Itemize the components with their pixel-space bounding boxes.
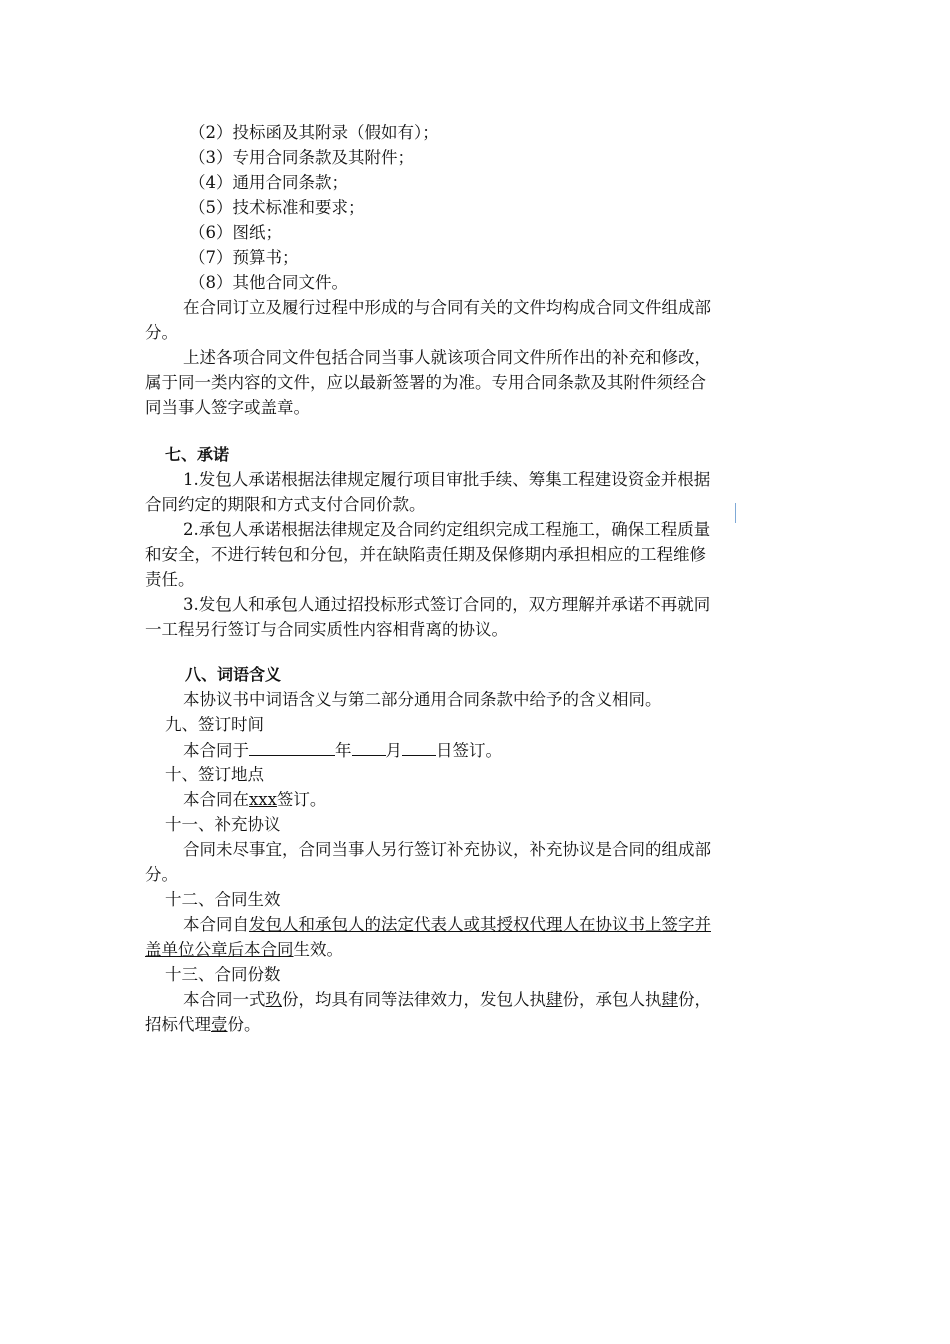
paragraph-line: 分。 (145, 865, 178, 884)
list-item: （7）预算书； (189, 248, 299, 267)
copies-contractor: 肆 (661, 990, 678, 1009)
paragraph-line (145, 912, 810, 937)
commitment-item-2 (145, 517, 810, 592)
list-item: （2）投标函及其附录（假如有）； (189, 123, 439, 142)
month-label: 月 (385, 741, 402, 760)
year-label: 年 (335, 741, 352, 760)
paragraph-line: 属于同一类内容的文件，应以最新签署的为准。专用合同条款及其附件须经合 (145, 373, 706, 392)
paragraph-line (145, 1012, 810, 1037)
day-label: 日签订。 (436, 741, 502, 760)
paragraph-documents-composition (145, 295, 810, 345)
signing-place-suffix: 签订。 (276, 790, 327, 809)
section-heading-signing-time: 九、签订时间 (165, 715, 264, 734)
section-heading-signing-place: 十、签订地点 (165, 765, 264, 784)
signing-place-value: xxx (249, 790, 277, 809)
spacer (145, 420, 810, 442)
list-item: （3）专用合同条款及其附件； (189, 148, 414, 167)
paragraph-documents-precedence (145, 345, 810, 420)
copies-text: 招标代理 (145, 1015, 211, 1034)
paragraph-line: 3.发包人和承包人通过招投标形式签订合同的，双方理解并承诺不再就同 (183, 595, 711, 614)
section-heading-supplementary: 十一、补充协议 (165, 815, 281, 834)
section-heading-effectiveness: 十二、合同生效 (165, 890, 281, 909)
spacer (145, 642, 810, 662)
paragraph-line: 责任。 (145, 570, 195, 589)
contract-documents-list (145, 120, 810, 295)
paragraph-line: 上述各项合同文件包括合同当事人就该项合同文件所作出的补充和修改， (183, 348, 711, 367)
signing-time-line (145, 737, 810, 762)
paragraph-line: 同当事人签字或盖章。 (145, 398, 310, 417)
copies-text: 份，承包人执 (562, 990, 662, 1009)
paragraph-line (145, 987, 810, 1012)
copies-text: 份，均具有同等法律效力，发包人执 (282, 990, 546, 1009)
day-blank[interactable] (402, 737, 436, 756)
copies-body (145, 987, 810, 1037)
effectiveness-prefix: 本合同自 (183, 915, 249, 934)
section-heading-definitions: 八、词语含义 (185, 665, 282, 684)
effectiveness-body (145, 912, 810, 962)
signing-place-prefix: 本合同在 (183, 790, 249, 809)
paragraph-line: 在合同订立及履行过程中形成的与合同有关的文件均构成合同文件组成部 (183, 298, 711, 317)
paragraph-line: 1.发包人承诺根据法律规定履行项目审批手续、筹集工程建设资金并根据 (183, 470, 711, 489)
copies-text: 份， (678, 990, 711, 1009)
copies-employer: 肆 (546, 990, 563, 1009)
list-item: （8）其他合同文件。 (189, 273, 348, 292)
section-heading-copies: 十三、合同份数 (165, 965, 281, 984)
paragraph-line: 合同未尽事宜，合同当事人另行签订补充协议，补充协议是合同的组成部 (183, 840, 711, 859)
month-blank[interactable] (352, 737, 386, 756)
paragraph-line: 合同约定的期限和方式支付合同价款。 (145, 495, 426, 514)
paragraph-line: 一工程另行签订与合同实质性内容相背离的协议。 (145, 620, 508, 639)
copies-text: 份。 (227, 1015, 261, 1034)
list-item: （6）图纸； (189, 223, 282, 242)
paragraph-line: 2.承包人承诺根据法律规定及合同约定组织完成工程施工，确保工程质量 (183, 520, 711, 539)
effectiveness-condition: 发包人和承包人的法定代表人或其授权代理人在协议书上签字并 (249, 915, 711, 934)
effectiveness-condition-cont: 盖单位公章后本合同 (145, 940, 294, 959)
commitment-item-1 (145, 467, 810, 517)
text-cursor (735, 503, 736, 523)
document-page (145, 120, 810, 1037)
signing-place-line (145, 787, 810, 812)
effectiveness-suffix: 生效。 (293, 940, 343, 959)
paragraph-line: 和安全，不进行转包和分包，并在缺陷责任期及保修期内承担相应的工程维修 (145, 545, 706, 564)
commitment-item-3 (145, 592, 810, 642)
copies-total: 玖 (265, 990, 282, 1009)
signing-time-prefix: 本合同于 (183, 741, 249, 760)
paragraph-line: 分。 (145, 323, 178, 342)
definitions-body: 本协议书中词语含义与第二部分通用合同条款中给予的含义相同。 (183, 690, 662, 709)
section-heading-commitment: 七、承诺 (165, 445, 230, 464)
list-item: （4）通用合同条款； (189, 173, 348, 192)
year-blank[interactable] (249, 737, 335, 756)
paragraph-line (145, 937, 810, 962)
list-item: （5）技术标准和要求； (189, 198, 365, 217)
supplementary-body (145, 837, 810, 887)
copies-agent: 壹 (211, 1015, 228, 1034)
copies-text: 本合同一式 (183, 990, 266, 1009)
